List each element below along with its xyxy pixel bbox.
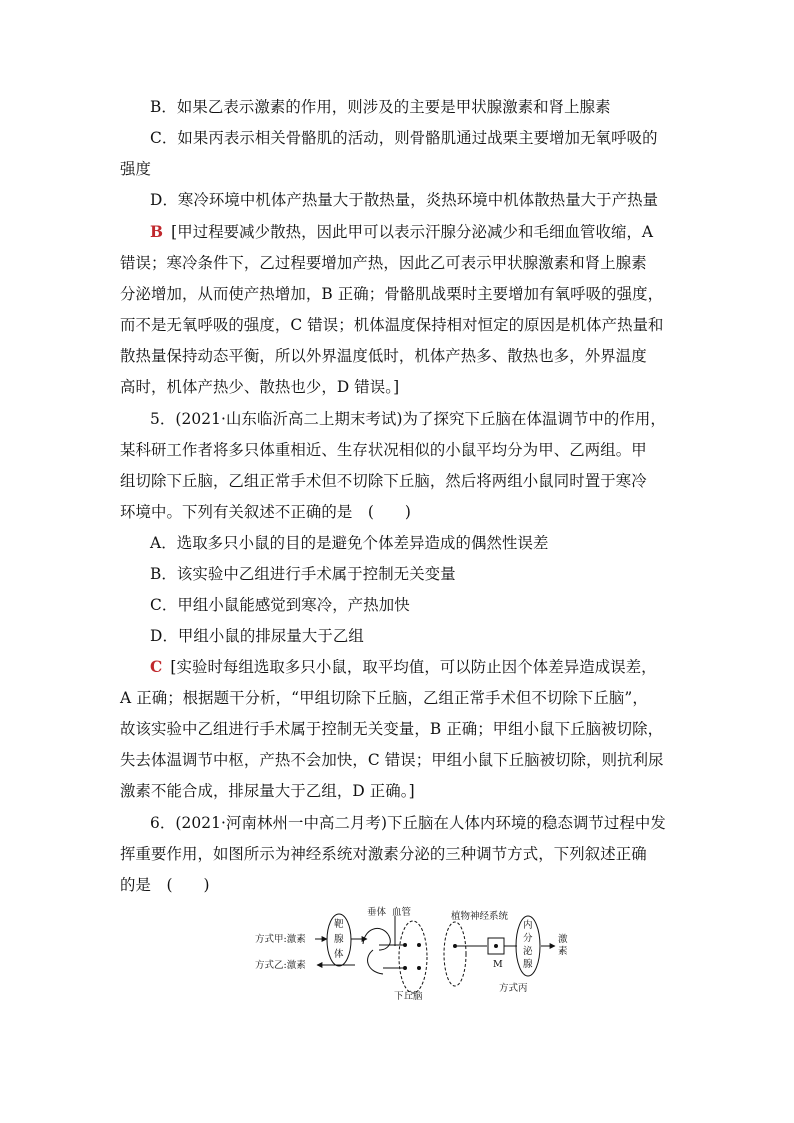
q5-explanation-line3: 故该实验中乙组进行手术属于控制无关变量，B 正确；甲组小鼠下丘脑被切除， [120,720,664,738]
q5-option-c: C．甲组小鼠能感觉到寒冷，产热加快 [150,596,410,614]
q4-option-b: B．如果乙表示激素的作用，则涉及的主要是甲状腺激素和肾上腺素 [150,98,611,116]
regulation-diagram [255,902,585,1002]
label-hypothalamus: 下丘脑 [394,991,423,1002]
endocrine-char-2: 分 [523,933,533,944]
label-ans: 植物神经系统 [451,911,509,922]
q4-explanation-line4: 而不是无氧呼吸的强度，C 错误；机体温度保持相对恒定的原因是机体产热量和 [120,316,664,334]
hormone-char-2: 素 [558,946,568,957]
q5-option-a: A．选取多只小鼠的目的是避免个体差异造成的偶然性误差 [150,534,549,552]
target-char-3: 体 [334,949,344,960]
target-char-2: 腺 [334,934,344,945]
neuron-curve [368,950,383,974]
hypothalamus-dot-upper [417,943,421,947]
q4-explanation-line2: 错误；寒冷条件下，乙过程要增加产热，因此乙可表示甲状腺激素和肾上腺素 [120,254,647,272]
q5-stem-line3: 组切除下丘脑，乙组正常手术但不切除下丘脑，然后将两组小鼠同时置于寒冷 [120,472,647,490]
q4-explanation-line1: B [甲过程要减少散热，因此甲可以表示汗腺分泌减少和毛细血管收缩，A [150,223,654,241]
q4-option-d: D．寒冷环境中机体产热量大于散热量，炎热环境中机体散热量大于产热量 [150,191,659,209]
m-dot [494,944,498,948]
label-method-yi: 方式乙:激素 [255,960,306,971]
q4-explanation-line6: 高时，机体产热少、散热也少，D 错误。] [120,378,400,396]
endocrine-char-3: 泌 [523,946,533,957]
label-method-bing: 方式丙 [499,983,528,994]
q5-explanation-line5: 激素不能合成，排尿量大于乙组，D 正确。] [120,782,415,800]
q5-explanation-line2: A 正确；根据题干分析，“甲组切除下丘脑，乙组正常手术但不切除下丘脑”， [120,689,648,707]
q4-option-c-cont: 强度 [120,160,151,178]
q5-option-b: B．该实验中乙组进行手术属于控制无关变量 [150,565,456,583]
label-vessel: 血管 [392,907,412,918]
hypothalamus-ellipse [399,921,427,993]
q5-option-d: D．甲组小鼠的排尿量大于乙组 [150,627,364,645]
neuron-body-upper [403,943,407,947]
q6-stem-line1: 6．(2021·河南林州一中高二月考)下丘脑在人体内环境的稳态调节过程中发 [150,814,666,832]
q6-stem-line2: 挥重要作用，如图所示为神经系统对激素分泌的三种调节方式，下列叙述正确 [120,845,647,863]
q5-explanation-line4: 失去体温调节中枢，产热不会加快，C 错误；甲组小鼠下丘脑被切除，则抗利尿 [120,751,664,769]
ans-ellipse [444,922,466,986]
q5-stem-line1: 5．(2021·山东临沂高二上期末考试)为了探究下丘脑在体温调节中的作用， [150,410,666,428]
label-pituitary: 垂体 [367,907,387,918]
target-char-1: 靶 [334,919,344,930]
q4-answer: B [150,223,164,241]
q5-stem-line4: 环境中。下列有关叙述不正确的是 ( ) [120,503,412,521]
endocrine-char-4: 腺 [523,959,533,970]
ans-dot [453,944,457,948]
q4-explanation-line3: 分泌增加，从而使产热增加，B 正确；骨骼肌战栗时主要增加有氧呼吸的强度， [120,285,664,303]
q5-explanation-line1: C [实验时每组选取多只小鼠，取平均值，可以防止因个体差异造成误差， [150,658,657,676]
q6-stem-line3: 的是 ( ) [120,876,210,894]
hypothalamus-dot-lower [417,966,421,970]
q5-answer: C [150,658,163,676]
pituitary-shape [363,928,390,950]
label-method-jia: 方式甲:激素 [255,934,306,945]
q4-explanation-line5: 散热量保持动态平衡，所以外界温度低时，机体产热多、散热也多，外界温度 [120,347,647,365]
regulation-diagram-svg [255,902,585,1002]
q5-stem-line2: 某科研工作者将多只体重相近、生存状况相似的小鼠平均分为甲、乙两组。甲 [120,441,647,459]
neuron-body-lower [403,966,407,970]
hormone-char-1: 激 [558,934,568,945]
q4-option-c: C．如果丙表示相关骨骼肌的活动，则骨骼肌通过战栗主要增加无氧呼吸的 [150,129,658,147]
endocrine-char-1: 内 [523,920,533,931]
label-m: M [493,959,503,970]
